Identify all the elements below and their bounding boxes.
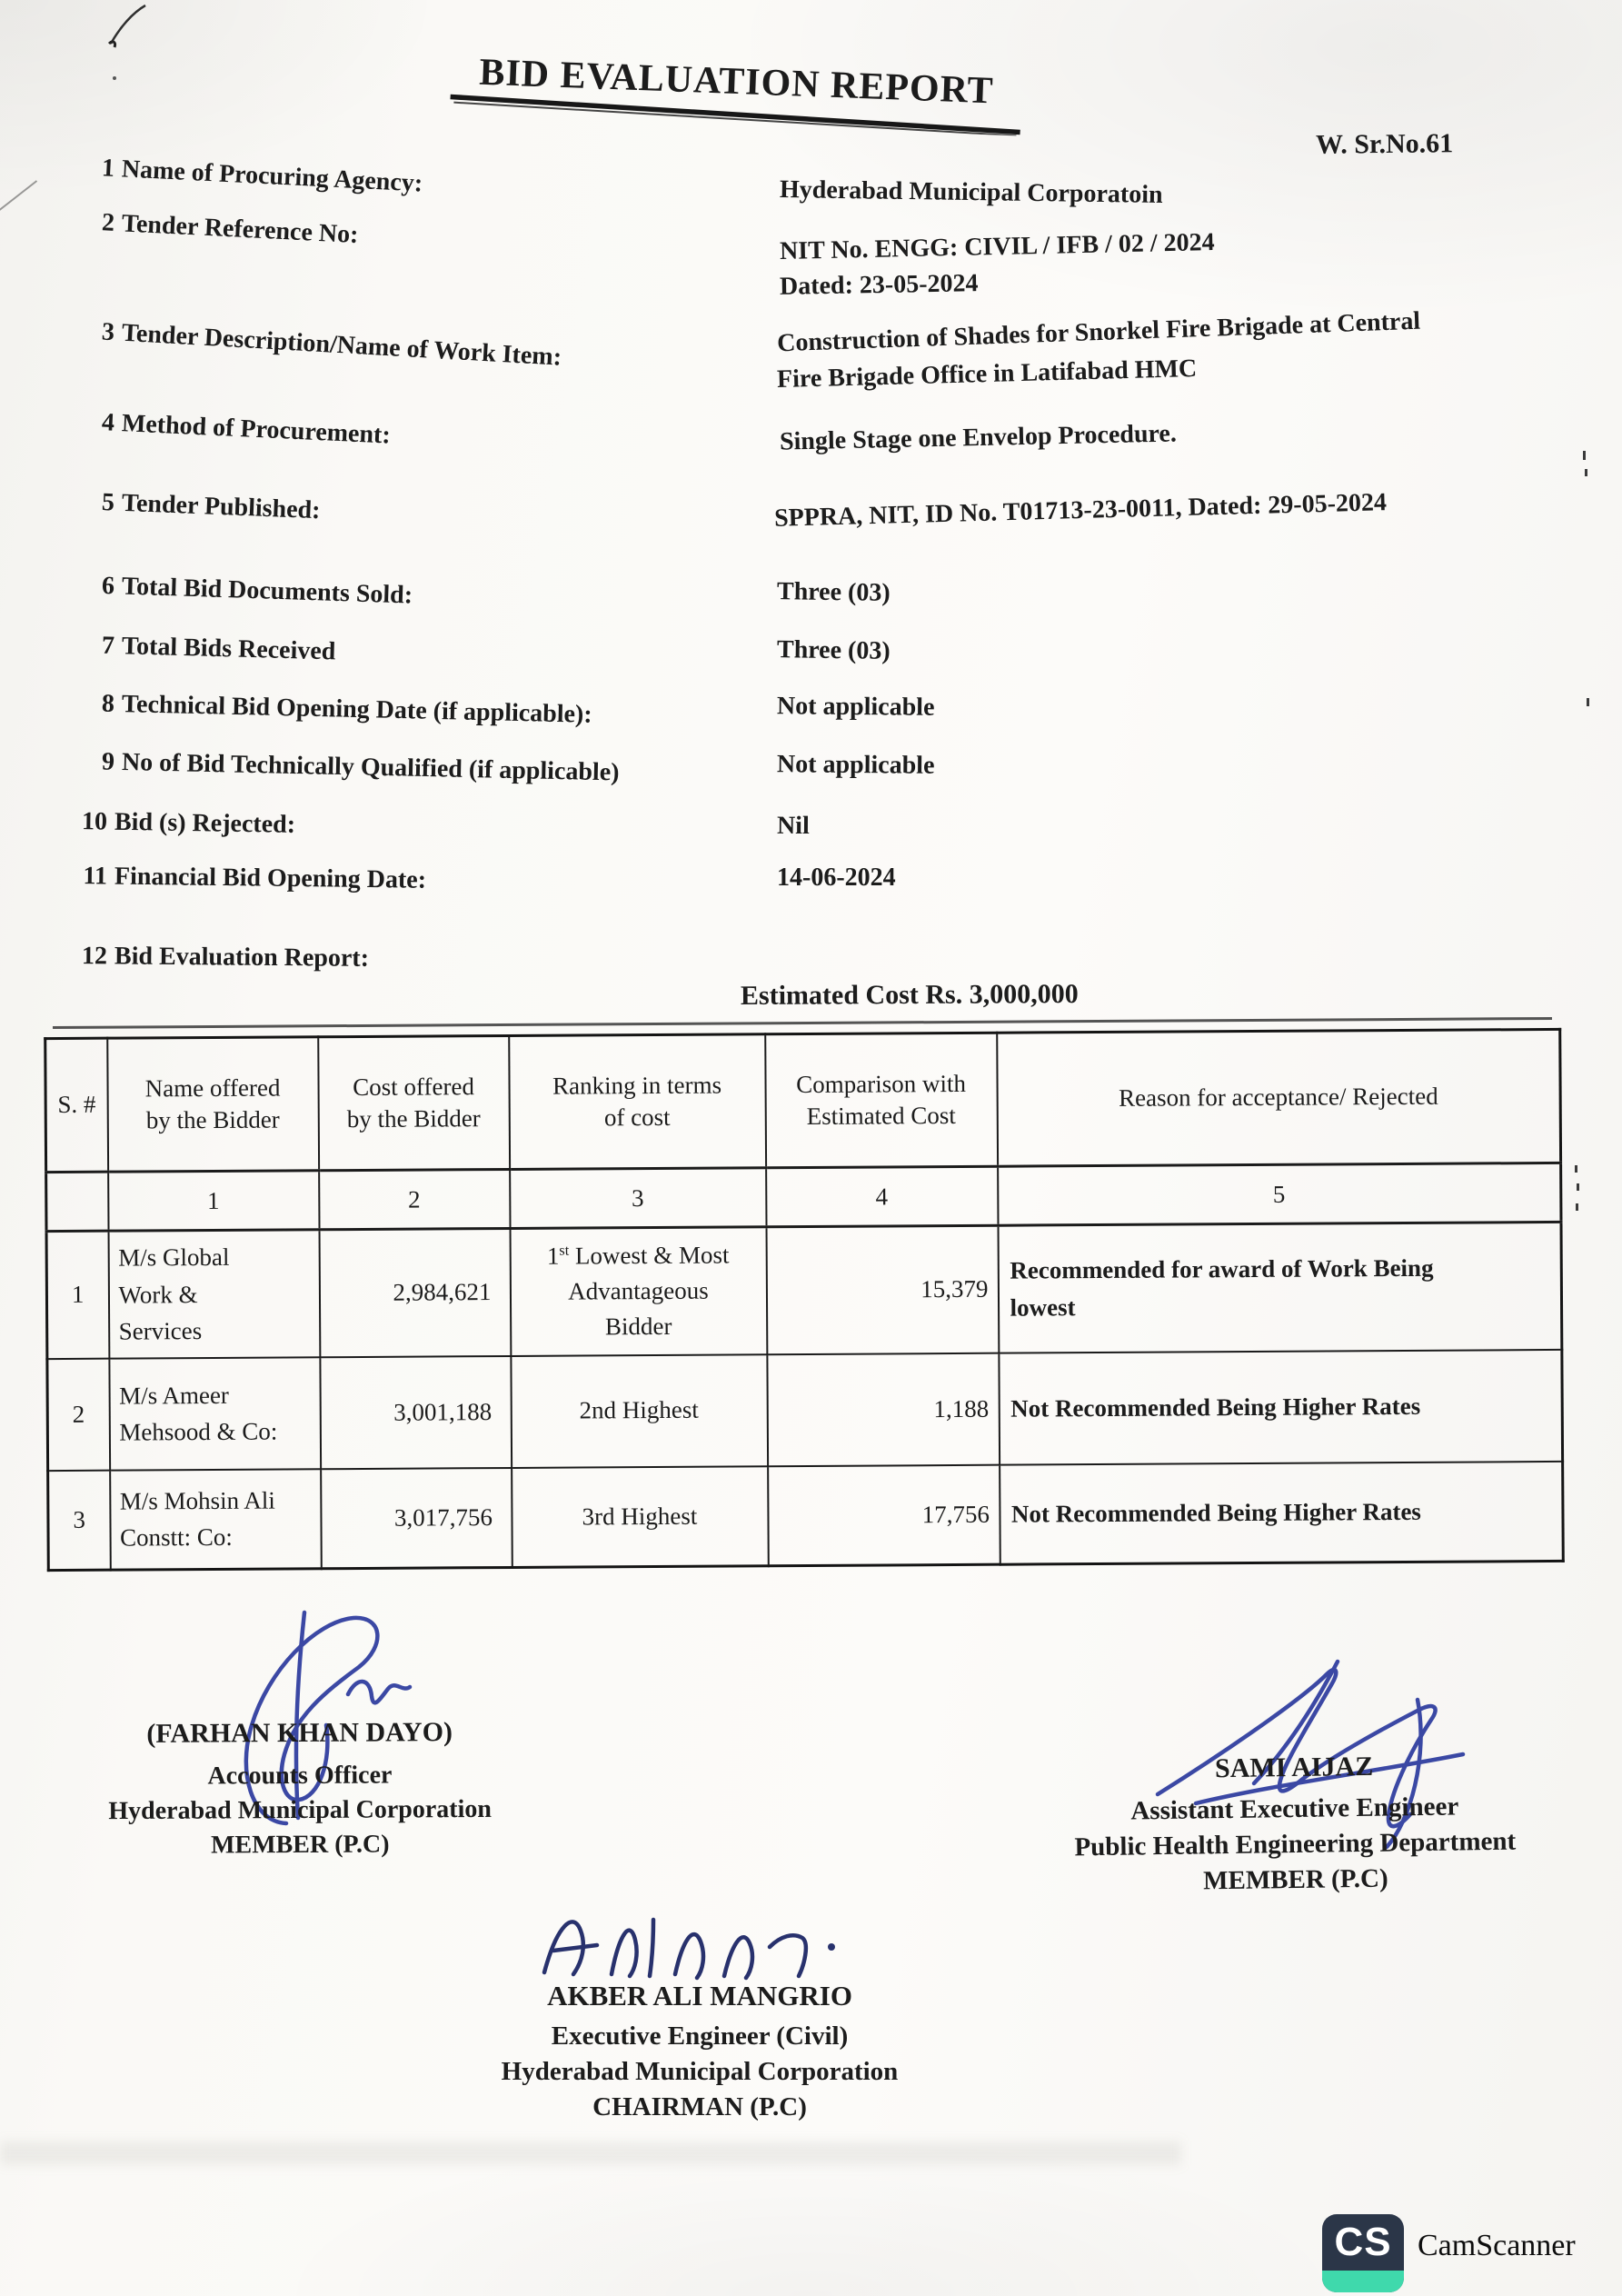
item-row: [78, 747, 620, 787]
cell-ranking: 3rd Highest: [512, 1466, 769, 1568]
cell-sno: 3: [48, 1470, 111, 1570]
cell-comparison: 1,188: [767, 1353, 1000, 1466]
item-value: 14-06-2024: [777, 863, 896, 892]
colnum-4: 4: [766, 1166, 998, 1227]
table-colnum-row: [46, 1163, 1561, 1231]
item-number: 12: [81, 942, 108, 971]
table-header-row: [45, 1029, 1561, 1172]
item-value: Three (03): [776, 577, 891, 607]
item-value: NIT No. ENGG: CIVIL / IFB / 02 / 2024: [779, 227, 1215, 266]
item-row: [77, 487, 321, 525]
item-label: Name of Procuring Agency:: [121, 155, 423, 198]
signatory-center: [400, 1980, 1000, 2122]
item-row: [77, 316, 562, 373]
signatory-role: CHAIRMAN (P.C): [592, 2092, 807, 2121]
item-row: [77, 407, 391, 451]
page-title: [435, 49, 1037, 136]
item-label: Technical Bid Opening Date (if applicable):: [121, 690, 592, 729]
item-row: [78, 631, 336, 666]
signatory-title: Assistant Executive Engineer: [1130, 1792, 1459, 1826]
item-value: SPPRA, NIT, ID No. T01713-23-0011, Dated: 29-05-2024: [773, 488, 1388, 533]
item-label: Total Bid Documents Sold:: [121, 572, 413, 610]
item-number: 11: [83, 862, 108, 891]
edge-mark: [1575, 1165, 1577, 1173]
item-number: 5: [101, 488, 115, 517]
cell-sno: 1: [46, 1231, 109, 1358]
cell-comparison: 17,756: [768, 1464, 1000, 1566]
cell-ranking: 1st Lowest & Most Advantageous Bidder: [510, 1227, 767, 1356]
item-value: Dated: 23-05-2024: [779, 269, 979, 301]
item-value: Single Stage one Envelop Procedure.: [779, 419, 1178, 456]
bid-evaluation-table: [44, 1028, 1565, 1572]
colnum-3: 3: [510, 1168, 766, 1229]
colnum-2: 2: [319, 1169, 510, 1229]
item-number: 9: [101, 747, 115, 776]
table-row: [48, 1461, 1564, 1570]
signatory-left: [86, 1717, 514, 1861]
signatory-name: SAMI AIJAZ: [1214, 1751, 1374, 1784]
shadow-artifact: [0, 2141, 1181, 2165]
item-label: Method of Procurement:: [121, 409, 392, 450]
item-number: 10: [81, 807, 108, 836]
camscanner-icon-teal-strip: [1322, 2271, 1404, 2292]
item-number: 8: [101, 689, 115, 718]
edge-mark: [1577, 1183, 1579, 1191]
signatory-title: Executive Engineer (Civil): [551, 2021, 849, 2051]
scan-line-artifact: [53, 1017, 1552, 1029]
signatory-right: [1021, 1749, 1568, 1899]
item-row: [71, 807, 296, 840]
signatory-role: MEMBER (P.C): [210, 1830, 390, 1860]
item-label: No of Bid Technically Qualified (if applicable): [121, 748, 620, 787]
signature-chairman: [532, 1900, 913, 1986]
header-name: Name offered by the Bidder: [107, 1037, 319, 1172]
crease-artifact: [0, 180, 37, 211]
cell-bidder: M/s Mohsin Ali Constt: Co:: [110, 1469, 322, 1570]
cell-reason: Not Recommended Being Higher Rates: [999, 1349, 1563, 1464]
cell-bidder: M/s Global Work & Services: [108, 1230, 320, 1358]
edge-mark: [1585, 469, 1587, 476]
estimated-cost: Estimated Cost Rs. 3,000,000: [740, 979, 1079, 1011]
item-row: [71, 862, 426, 895]
cell-cost: 3,017,756: [321, 1467, 512, 1568]
header-sno: S. #: [45, 1038, 108, 1172]
item-label: Bid Evaluation Report:: [114, 942, 370, 973]
item-label: Bid (s) Rejected:: [114, 807, 296, 839]
colnum-1: 1: [108, 1171, 319, 1231]
item-number: 2: [101, 208, 115, 237]
cell-sno: 2: [47, 1358, 110, 1470]
header-comparison: Comparison with Estimated Cost: [765, 1033, 998, 1168]
item-value: Nil: [776, 811, 810, 841]
item-number: 4: [101, 408, 115, 437]
edge-mark: [1576, 1203, 1578, 1211]
colnum-blank: [46, 1172, 108, 1231]
item-value: Not applicable: [776, 692, 935, 722]
table-row: [46, 1222, 1562, 1358]
item-number: 6: [101, 571, 115, 601]
signatory-name: AKBER ALI MANGRIO: [547, 1980, 852, 2011]
item-row: [71, 942, 369, 973]
pen-mark-artifact: [102, 4, 156, 85]
camscanner-label: CamScanner: [1418, 2229, 1576, 2262]
item-label: Total Bids Received: [121, 632, 336, 666]
cell-ranking: 2nd Highest: [511, 1354, 768, 1468]
page-title-text: BID EVALUATION REPORT: [478, 51, 995, 113]
cell-reason: Not Recommended Being Higher Rates: [1000, 1461, 1564, 1564]
item-row: [77, 153, 423, 199]
item-value: Not applicable: [776, 750, 935, 780]
item-row: [77, 571, 413, 611]
item-label: Financial Bid Opening Date:: [114, 862, 427, 894]
header-cost: Cost offered by the Bidder: [318, 1035, 510, 1170]
item-number: 3: [101, 317, 115, 347]
item-value: Construction of Shades for Snorkel Fire Brigade at Central: [776, 306, 1421, 358]
camscanner-icon: [1322, 2214, 1404, 2292]
item-label: Tender Reference No:: [121, 209, 360, 250]
cell-reason: Recommended for award of Work Being lowest: [998, 1222, 1562, 1353]
signatory-org: Hyderabad Municipal Corporation: [501, 2057, 899, 2086]
table-row: [47, 1349, 1563, 1470]
item-row: [77, 207, 359, 250]
signatory-org: Hyderabad Municipal Corporation: [108, 1794, 492, 1826]
item-number: 1: [101, 154, 115, 183]
cell-comparison: 15,379: [766, 1225, 999, 1354]
item-value: Three (03): [776, 635, 891, 665]
edge-mark: [1587, 698, 1589, 706]
item-value: Hyderabad Municipal Corporatoin: [779, 175, 1163, 209]
camscanner-icon-text: CS: [1334, 2220, 1392, 2264]
cell-cost: 2,984,621: [319, 1228, 511, 1356]
colnum-5: 5: [998, 1163, 1561, 1225]
item-label: Tender Description/Name of Work Item:: [121, 318, 562, 372]
header-ranking: Ranking in terms of cost: [509, 1034, 766, 1170]
item-row: [78, 689, 592, 730]
signatory-role: MEMBER (P.C): [1202, 1863, 1388, 1896]
item-number: 7: [101, 631, 115, 661]
header-reason: Reason for acceptance/ Rejected: [997, 1029, 1561, 1166]
edge-mark: [1583, 451, 1586, 460]
cell-bidder: M/s Ameer Mehsood & Co:: [109, 1357, 321, 1470]
signatory-dept: Public Health Engineering Department: [1074, 1826, 1517, 1862]
serial-number: W. Sr.No.61: [1315, 128, 1454, 160]
item-value: Fire Brigade Office in Latifabad HMC: [776, 354, 1198, 394]
signatory-title: Accounts Officer: [207, 1761, 393, 1791]
cell-cost: 3,001,188: [320, 1355, 512, 1468]
item-label: Tender Published:: [121, 488, 322, 525]
signatory-name: (FARHAN KHAN DAYO): [146, 1717, 453, 1749]
